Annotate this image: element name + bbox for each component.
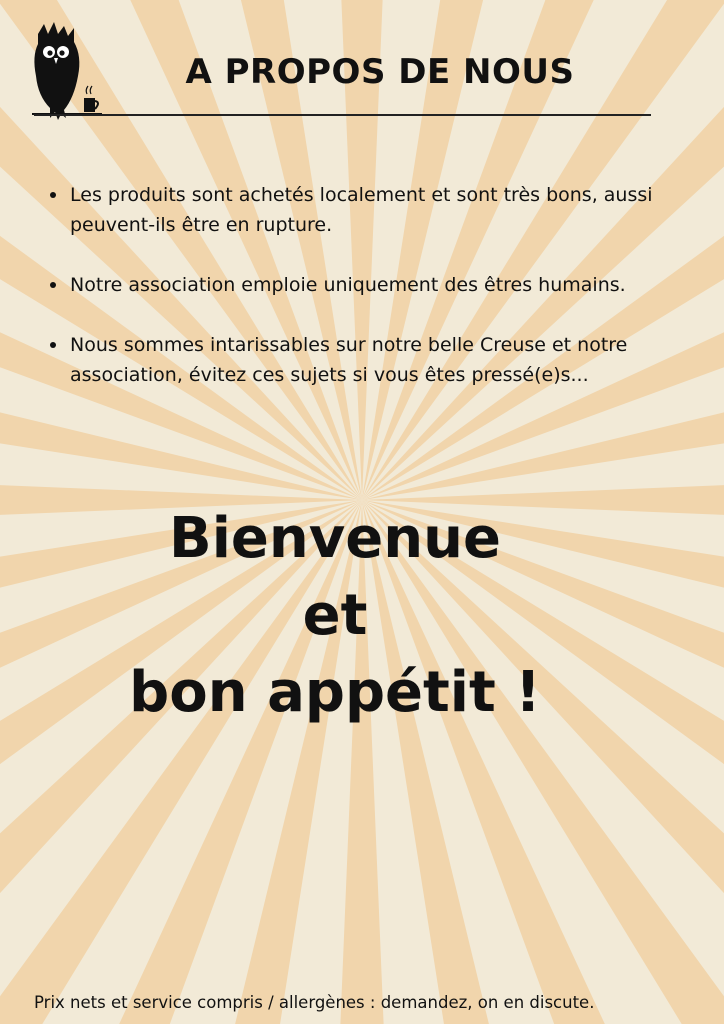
list-item: Nous sommes intarissables sur notre belle Creuse et notre association, évitez ces sujets si vous êtes pressé(e)s... bbox=[70, 330, 660, 390]
welcome-line: et bbox=[302, 583, 368, 648]
welcome-line: bon appétit ! bbox=[129, 660, 541, 725]
title-divider bbox=[34, 114, 651, 116]
owl-logo-icon bbox=[28, 22, 104, 122]
info-list bbox=[70, 180, 660, 420]
list-item: Les produits sont achetés localement et sont très bons, aussi peuvent-ils être en rupture. bbox=[70, 180, 660, 240]
welcome-line: Bienvenue bbox=[169, 506, 501, 571]
footer-note: Prix nets et service compris / allergènes : demandez, on en discute. bbox=[34, 993, 595, 1012]
list-item: Notre association emploie uniquement des êtres humains. bbox=[70, 270, 660, 300]
page-title: A PROPOS DE NOUS bbox=[185, 52, 575, 92]
welcome-message bbox=[0, 500, 670, 731]
